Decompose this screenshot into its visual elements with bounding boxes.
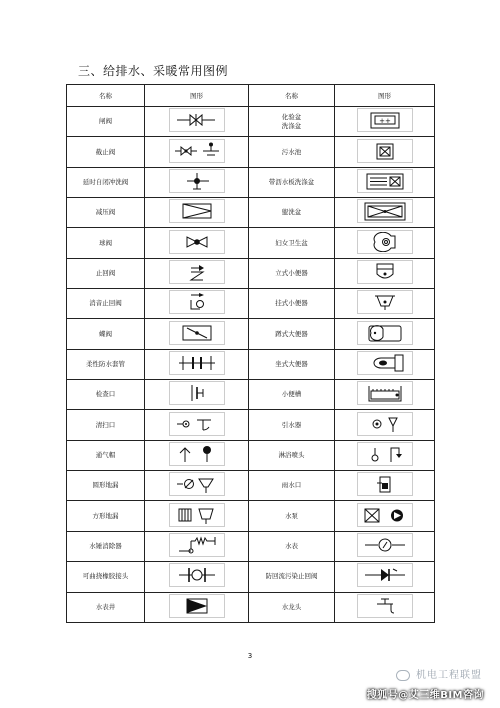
symbol-graphic: [145, 198, 249, 228]
gate-valve-icon: [173, 110, 221, 130]
flexible-sleeve-icon: [173, 353, 221, 373]
symbol-name-text: 水泵: [285, 511, 298, 520]
symbol-name-text: 小便槽: [281, 390, 302, 399]
wechat-icon: [396, 670, 410, 681]
symbol-graphic: [145, 501, 249, 531]
symbol-name: [67, 167, 145, 197]
symbol-frame: [357, 260, 413, 284]
round-floor-drain-icon: [173, 474, 221, 494]
symbol-graphic: [335, 410, 435, 440]
symbol-frame: [357, 472, 413, 496]
watermark-secondary: 搜狐号@艾三维BIM咨询: [366, 690, 484, 701]
symbol-frame: [169, 169, 225, 193]
symbol-frame: [169, 563, 225, 587]
symbol-graphic: [335, 562, 435, 592]
symbol-name-text: 减压阀: [95, 208, 116, 217]
symbol-frame: [357, 199, 413, 223]
symbol-name-text: 闸阀: [99, 117, 112, 126]
symbol-frame: [357, 230, 413, 254]
section-title: 三、给排水、采暖常用图例: [78, 64, 229, 78]
symbol-graphic: [335, 440, 435, 470]
symbol-name: [249, 380, 335, 410]
svg-text:++: ++: [378, 117, 391, 126]
symbol-name: [67, 137, 145, 167]
vent-cap-icon: [173, 444, 221, 464]
symbol-frame: [169, 472, 225, 496]
shower-head-icon: [361, 444, 409, 464]
symbol-name-text: 水锤消除器: [89, 541, 122, 550]
symbol-graphic: [145, 471, 249, 501]
square-floor-drain-icon: [173, 505, 221, 525]
symbol-name-text: 方形地漏: [92, 511, 119, 520]
symbol-name-text: 带沥水板洗涤盆: [268, 177, 315, 186]
symbol-graphic: [335, 471, 435, 501]
symbol-graphic: [335, 258, 435, 288]
water-hammer-arrester-icon: [173, 535, 221, 555]
symbol-name: [249, 107, 335, 137]
cleanout-icon: [173, 414, 221, 434]
symbol-frame: [357, 412, 413, 436]
symbol-frame: [169, 290, 225, 314]
symbol-graphic: [145, 380, 249, 410]
symbol-name-text: 清扫口: [95, 420, 116, 429]
squat-toilet-icon: [361, 323, 409, 343]
symbol-name-text: 检查口: [95, 390, 116, 399]
meter-pit-icon: [173, 596, 221, 616]
table-row: [67, 258, 435, 288]
symbol-name-text: 延时自闭冲洗阀: [82, 177, 129, 186]
symbol-graphic: [145, 137, 249, 167]
symbol-graphic: [145, 531, 249, 561]
butterfly-valve-icon: [173, 323, 221, 343]
symbol-name-text: 止回阀: [95, 268, 116, 277]
symbol-name: [67, 562, 145, 592]
symbol-graphic: [335, 289, 435, 319]
symbol-name-text: 雨水口: [281, 481, 302, 490]
symbol-name-text: 盥洗盆: [281, 208, 302, 217]
symbol-name-text: 通气帽: [95, 450, 116, 459]
symbol-frame: [357, 169, 413, 193]
table-header-row: [67, 85, 435, 107]
symbol-name: [67, 319, 145, 349]
symbol-name: [249, 562, 335, 592]
lab-sink-icon: [361, 110, 409, 130]
drainboard-sink-icon: [361, 171, 409, 191]
header-name: 名称: [249, 85, 335, 107]
symbol-name: [249, 471, 335, 501]
symbol-name: [249, 319, 335, 349]
symbol-graphic: [145, 167, 249, 197]
symbol-name-text: 柔性防水套管: [86, 359, 125, 368]
symbol-graphic: [335, 107, 435, 137]
symbol-name-text: 水龙头: [281, 602, 302, 611]
wall-urinal-icon: [361, 292, 409, 312]
symbol-name: [249, 592, 335, 622]
symbol-name-text: 化验盆: [281, 112, 302, 121]
pressure-reducing-valve-icon: [173, 201, 221, 221]
inspection-port-icon: [173, 383, 221, 403]
rubber-joint-icon: [173, 565, 221, 585]
symbol-frame: [169, 199, 225, 223]
symbol-graphic: [145, 319, 249, 349]
symbol-frame: [169, 594, 225, 618]
wash-trough-icon: [361, 201, 409, 221]
symbol-frame: [357, 503, 413, 527]
urinal-trough-icon: [361, 383, 409, 403]
symbol-frame: [169, 503, 225, 527]
table-row: [67, 198, 435, 228]
table-row: [67, 107, 435, 137]
symbol-graphic: [145, 592, 249, 622]
bidet-icon: [361, 232, 409, 252]
table-row: [67, 228, 435, 258]
table-row: [67, 562, 435, 592]
symbol-frame: [357, 108, 413, 132]
symbol-frame: [357, 563, 413, 587]
symbol-name: [249, 501, 335, 531]
symbol-frame: [357, 381, 413, 405]
symbol-graphic: [335, 592, 435, 622]
water-meter-icon: [361, 535, 409, 555]
symbol-graphic: [335, 380, 435, 410]
symbol-frame: [169, 533, 225, 557]
table-row: [67, 592, 435, 622]
symbol-graphic: [335, 531, 435, 561]
symbol-name: [249, 289, 335, 319]
table-row: [67, 531, 435, 561]
header-name: 名称: [67, 85, 145, 107]
symbol-name-text: 立式小便器: [275, 268, 308, 277]
table-row: [67, 471, 435, 501]
table-row: [67, 440, 435, 470]
faucet-icon: [361, 596, 409, 616]
symbol-frame: [169, 108, 225, 132]
watermark-primary-text: 机电工程联盟: [416, 670, 482, 681]
symbol-graphic: [335, 198, 435, 228]
symbol-graphic: [335, 228, 435, 258]
table-row: [67, 501, 435, 531]
globe-valve-icon: [173, 141, 221, 161]
check-valve-icon: [173, 262, 221, 282]
symbol-graphic: [145, 289, 249, 319]
symbol-name-text: 淋浴喷头: [278, 450, 305, 459]
symbol-graphic: [145, 349, 249, 379]
symbol-graphic: [335, 319, 435, 349]
symbol-name: [249, 228, 335, 258]
symbol-name: [67, 410, 145, 440]
symbol-name: [67, 289, 145, 319]
table-row: [67, 380, 435, 410]
symbol-name-text: 污水池: [281, 147, 302, 156]
symbol-frame: [357, 139, 413, 163]
symbol-name: [249, 258, 335, 288]
table-row: [67, 167, 435, 197]
symbol-name: [249, 137, 335, 167]
symbol-name-text: 球阀: [99, 238, 112, 247]
symbol-name: [249, 167, 335, 197]
symbol-name: [67, 380, 145, 410]
symbol-name-text: 防回流污染止回阀: [265, 572, 318, 581]
symbol-name: [67, 531, 145, 561]
symbol-name-text: 水表井: [95, 602, 116, 611]
symbol-name-text: 蹲式大便器: [275, 329, 308, 338]
rain-inlet-icon: [361, 474, 409, 494]
symbol-name: [67, 198, 145, 228]
symbol-frame: [169, 230, 225, 254]
table-row: [67, 289, 435, 319]
symbol-graphic: [145, 440, 249, 470]
symbol-name: [67, 107, 145, 137]
symbol-frame: [169, 321, 225, 345]
symbol-name: [249, 198, 335, 228]
symbol-name: [67, 592, 145, 622]
symbol-name-text: 蝶阀: [99, 329, 112, 338]
symbol-frame: [169, 381, 225, 405]
symbol-name-text: 消音止回阀: [89, 299, 122, 308]
symbol-name: [67, 228, 145, 258]
symbol-name-text: 挂式小便器: [275, 299, 308, 308]
table-row: [67, 349, 435, 379]
symbol-graphic: [335, 137, 435, 167]
symbol-name-text: 截止阀: [95, 147, 116, 156]
symbol-name: [67, 440, 145, 470]
symbol-name: [67, 258, 145, 288]
symbol-frame: [169, 260, 225, 284]
symbol-name-text: 可曲挠橡胶接头: [82, 572, 129, 581]
backflow-preventer-icon: [361, 565, 409, 585]
symbol-graphic: [335, 167, 435, 197]
table-row: [67, 319, 435, 349]
symbol-frame: [357, 351, 413, 375]
symbol-frame: [357, 442, 413, 466]
table-row: [67, 410, 435, 440]
symbol-name: [249, 531, 335, 561]
legend-table: [66, 84, 435, 623]
symbol-frame: [169, 442, 225, 466]
symbol-name: [249, 410, 335, 440]
symbol-name: [67, 349, 145, 379]
ball-valve-icon: [173, 232, 221, 252]
symbol-name-text: 坐式大便器: [275, 359, 308, 368]
symbol-name-text: 引水器: [281, 420, 302, 429]
standing-urinal-icon: [361, 262, 409, 282]
symbol-name-text: 妇女卫生盆: [275, 238, 308, 247]
table-row: [67, 137, 435, 167]
symbol-frame: [357, 290, 413, 314]
symbol-frame: [357, 533, 413, 557]
symbol-name: [67, 501, 145, 531]
symbol-frame: [169, 351, 225, 375]
symbol-name-text: 洗涤盆: [281, 121, 302, 130]
symbol-graphic: [145, 228, 249, 258]
header-symbol: 图形: [145, 85, 249, 107]
page-number: 3: [247, 652, 253, 660]
symbol-frame: [357, 321, 413, 345]
symbol-name: [249, 440, 335, 470]
symbol-frame: [357, 594, 413, 618]
silent-check-valve-icon: [173, 292, 221, 312]
seat-toilet-icon: [361, 353, 409, 373]
header-symbol: 图形: [335, 85, 435, 107]
symbol-graphic: [335, 501, 435, 531]
symbol-graphic: [335, 349, 435, 379]
symbol-name-text: 圆形地漏: [92, 481, 119, 490]
water-pump-icon: [361, 505, 409, 525]
symbol-frame: [169, 412, 225, 436]
water-drawer-icon: [361, 414, 409, 434]
flush-valve-icon: [173, 171, 221, 191]
symbol-name-text: 水表: [285, 541, 298, 550]
symbol-graphic: [145, 410, 249, 440]
symbol-graphic: [145, 107, 249, 137]
watermark-primary: [396, 666, 482, 681]
symbol-graphic: [145, 258, 249, 288]
symbol-name: [249, 349, 335, 379]
symbol-frame: [169, 139, 225, 163]
sewage-basin-icon: [361, 141, 409, 161]
symbol-graphic: [145, 562, 249, 592]
symbol-name: [67, 471, 145, 501]
